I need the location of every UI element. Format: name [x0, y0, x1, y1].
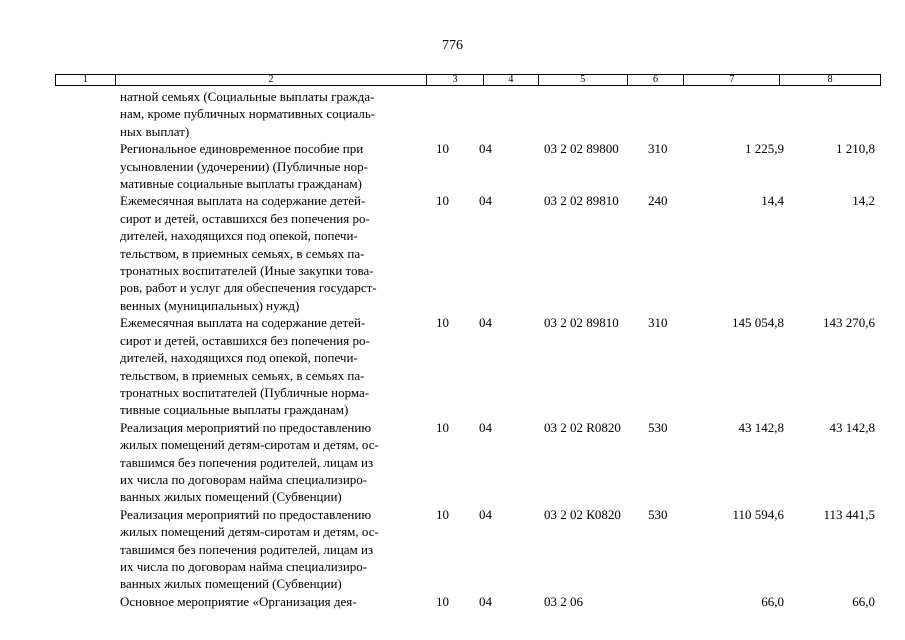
table-row — [0, 88, 905, 140]
amount-col-7: 110 594,6 — [732, 506, 784, 522]
description-line: усыновлении (удочерении) (Публичные нор- — [120, 158, 368, 174]
table-row — [0, 192, 905, 314]
section-code: 10 — [436, 141, 449, 157]
subsection-code: 04 — [479, 419, 492, 435]
description-line: их числа по договорам найма специализиро- — [120, 471, 368, 487]
header-col-5: 5 — [539, 75, 628, 85]
description-line: Ежемесячная выплата на содержание детей- — [120, 193, 366, 209]
description-line: натной семьях (Социальные выплаты гражда- — [120, 89, 375, 104]
header-col-8: 8 — [827, 74, 833, 85]
description-line: сирот и детей, оставшихся без попечения ро- — [120, 332, 370, 348]
amount-col-7: 43 142,8 — [738, 419, 784, 435]
subsection-code: 04 — [479, 506, 492, 522]
description-line: тронатных воспитателей (Публичные норма- — [120, 384, 370, 400]
amount-col-8: 43 142,8 — [829, 419, 875, 435]
section-code: 10 — [436, 193, 449, 209]
row-description — [120, 593, 425, 610]
target-article-code: 03 2 02 R0820 — [544, 419, 621, 435]
table-row — [0, 140, 905, 192]
description-line: Региональное единовременное пособие при — [120, 141, 364, 157]
amount-col-7: 1 225,9 — [745, 141, 784, 157]
subsection-code: 04 — [479, 141, 492, 157]
description-line: их числа по договорам найма специализиро- — [120, 558, 368, 574]
section-code: 10 — [436, 315, 449, 331]
target-article-code: 03 2 02 89800 — [544, 141, 619, 157]
expense-type-code: 310 — [648, 141, 668, 157]
amount-col-8: 143 270,6 — [823, 315, 875, 331]
description-line: дителей, находящихся под опекой, попечи- — [120, 228, 358, 244]
description-line: жилых помещений детям-сиротам и детям, ос- — [120, 524, 379, 540]
subsection-code: 04 — [479, 315, 492, 331]
section-code: 10 — [436, 419, 449, 435]
row-description — [120, 506, 425, 593]
table-row — [0, 506, 905, 593]
description-line: тавшимся без попечения родителей, лицам из — [120, 541, 374, 557]
description-line: венных (муниципальных) нужд) — [120, 297, 300, 313]
page-number: 776 — [442, 38, 463, 53]
description-line: Реализация мероприятий по предоставлению — [120, 419, 372, 435]
description-line: жилых помещений детям-сиротам и детям, ос- — [120, 437, 379, 453]
description-line: ванных жилых помещений (Субвенции) — [120, 489, 342, 505]
header-col-4: 4 — [484, 75, 539, 85]
target-article-code: 03 2 06 — [544, 593, 583, 609]
header-col-2: 2 — [116, 75, 427, 85]
header-col-7: 7 — [684, 75, 780, 85]
description-line: ванных жилых помещений (Субвенции) — [120, 576, 342, 592]
section-code: 10 — [436, 593, 449, 609]
subsection-code: 04 — [479, 593, 492, 609]
amount-col-8: 14,2 — [852, 193, 875, 209]
amount-col-7: 145 054,8 — [732, 315, 784, 331]
row-description — [120, 140, 425, 192]
row-description — [120, 419, 425, 506]
header-col-1: 1 — [56, 75, 116, 85]
header-col-6: 6 — [628, 75, 685, 85]
row-description — [120, 314, 425, 418]
table-row — [0, 593, 905, 610]
description-line: дителей, находящихся под опекой, попечи- — [120, 350, 358, 366]
description-line: ров, работ и услуг для обеспечения государст- — [120, 280, 377, 296]
description-line: Реализация мероприятий по предоставлению — [120, 506, 372, 522]
amount-col-7: 14,4 — [761, 193, 784, 209]
expense-type-code: 530 — [648, 506, 668, 522]
description-line: ных выплат) — [120, 123, 190, 139]
description-line: Ежемесячная выплата на содержание детей- — [120, 315, 366, 331]
section-code: 10 — [436, 506, 449, 522]
amount-col-8: 66,0 — [852, 593, 875, 609]
expense-type-code: 240 — [648, 193, 668, 209]
amount-col-7: 66,0 — [761, 593, 784, 609]
description-line: тельством, в приемных семьях, в семьях па- — [120, 367, 365, 383]
row-description — [120, 88, 425, 140]
target-article-code: 03 2 02 89810 — [544, 315, 619, 331]
table-header-row — [55, 74, 881, 86]
table-row — [0, 419, 905, 506]
expense-type-code: 530 — [648, 419, 668, 435]
description-line: тронатных воспитателей (Иные закупки това- — [120, 263, 374, 279]
description-line: тивные социальные выплаты гражданам) — [120, 402, 349, 418]
description-line: тельством, в приемных семьях, в семьях па- — [120, 245, 365, 261]
header-col-3: 3 — [427, 75, 484, 85]
expense-type-code: 310 — [648, 315, 668, 331]
description-line: мативные социальные выплаты гражданам) — [120, 176, 362, 192]
description-line: нам, кроме публичных нормативных социаль- — [120, 106, 376, 122]
subsection-code: 04 — [479, 193, 492, 209]
table-body — [0, 88, 905, 610]
amount-col-8: 1 210,8 — [836, 141, 875, 157]
table-row — [0, 314, 905, 418]
row-description — [120, 192, 425, 314]
target-article-code: 03 2 02 89810 — [544, 193, 619, 209]
description-line: тавшимся без попечения родителей, лицам из — [120, 454, 374, 470]
description-line: сирот и детей, оставшихся без попечения ро- — [120, 210, 370, 226]
description-line: Основное мероприятие «Организация дея- — [120, 593, 357, 609]
target-article-code: 03 2 02 К0820 — [544, 506, 621, 522]
amount-col-8: 113 441,5 — [823, 506, 875, 522]
